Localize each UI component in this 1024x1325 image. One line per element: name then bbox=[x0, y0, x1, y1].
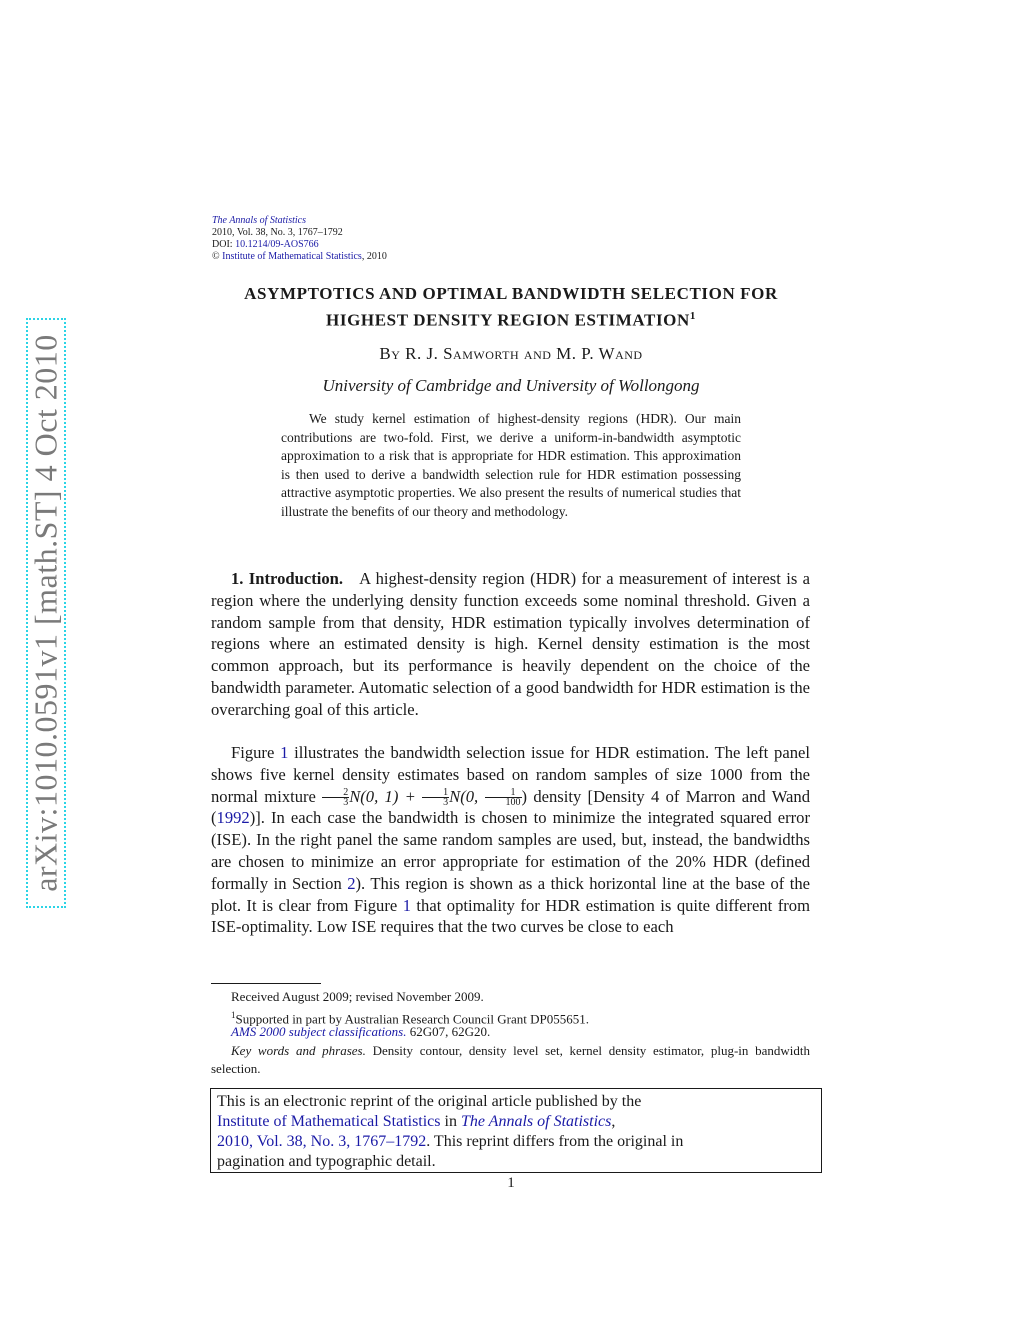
fraction-numerator: 2 bbox=[322, 788, 349, 798]
reprint-line-3 bbox=[217, 1132, 815, 1152]
fraction-denominator: 3 bbox=[443, 797, 449, 809]
para2-text-1: Figure bbox=[231, 743, 281, 762]
page-number: 1 bbox=[507, 1175, 515, 1191]
figure-ref-link-2[interactable]: 1 bbox=[402, 895, 411, 915]
fraction-denominator: 3 bbox=[343, 797, 349, 809]
citation-link[interactable]: 1992 bbox=[216, 808, 250, 828]
doi-link[interactable]: 10.1214/09-AOS766 bbox=[235, 239, 319, 250]
footnote-mark: 1 bbox=[231, 1010, 236, 1020]
section-ref-link[interactable]: 2 bbox=[347, 873, 356, 893]
reprint-citation-link[interactable]: 2010, Vol. 38, No. 3, 1767–1792 bbox=[217, 1133, 427, 1150]
para2-text-2: illustrates the bandwidth selection issue for HDR estimation. The left panel shows five kernel density estimates based on random samples of size 1000 from the normal mixture bbox=[211, 743, 810, 806]
footnote-keywords bbox=[211, 1042, 810, 1078]
reprint-line-4: pagination and typographic detail. bbox=[217, 1153, 436, 1170]
reprint-notice bbox=[210, 1088, 822, 1173]
reprint-line-1: This is an electronic reprint of the original article published by the bbox=[217, 1093, 642, 1110]
para2-text-3: ) density [Density 4 of Marron and Wand ( bbox=[211, 786, 810, 828]
para2-text-6: that optimality for HDR estimation is quite different from ISE-optimality. Low ISE requires that the two curves be close to each bbox=[211, 895, 810, 937]
footnote-rule bbox=[211, 983, 321, 984]
abstract: We study kernel estimation of highest-density regions (HDR). Our main contributions are two-fold. First, we derive a uniform-in-bandwidth asymptotic approximation to a risk that is appropriate for HDR estimation. This approximation is then used to derive a bandwidth selection rule for HDR estimation possessing attractive asymptotic properties. We also present the results of numerical studies that illustrate the benefits of our theory and methodology. bbox=[281, 411, 741, 519]
intro-paragraph-1 bbox=[211, 568, 810, 721]
section-heading: 1. Introduction. bbox=[231, 569, 344, 588]
publisher-link[interactable]: Institute of Mathematical Statistics bbox=[222, 251, 362, 262]
paper-authors: By R. J. Samworth and M. P. Wand bbox=[379, 344, 643, 363]
footnote-support-text: Supported in part by Australian Research Council Grant DP055651. bbox=[235, 1011, 589, 1027]
ams-classification-link[interactable]: AMS 2000 subject classifications. bbox=[231, 1024, 407, 1039]
reprint-publisher-link[interactable]: Institute of Mathematical Statistics bbox=[217, 1113, 441, 1130]
reprint-in: in bbox=[440, 1113, 461, 1130]
title-line-1: ASYMPTOTICS AND OPTIMAL BANDWIDTH SELECTION FOR bbox=[244, 284, 778, 303]
copyright-year: , 2010 bbox=[361, 251, 387, 262]
title-line-2-text: HIGHEST DENSITY REGION ESTIMATION bbox=[326, 310, 690, 330]
arxiv-stamp: arXiv:1010.0591v1 [math.ST] 4 Oct 2010 bbox=[27, 334, 64, 892]
title-line-2 bbox=[200, 305, 822, 332]
fraction-two-thirds bbox=[322, 788, 349, 807]
para2-math-1: N(0, 1) + bbox=[349, 786, 423, 806]
ams-codes: 62G07, 62G20. bbox=[406, 1024, 491, 1039]
intro-paragraph-1-text: A highest-density region (HDR) for a measurement of interest is a region where the underlying density function exceeds some nominal threshold. Given a random sample from that density, HDR estimation typically involves determination of regions where an estimated density is high. Kernel density estimation is the most common approach, but its performance is heavily dependent on the choice of the bandwidth parameter. Automatic selection of a good bandwidth for HDR estimation is the overarching goal of this article. bbox=[211, 569, 811, 719]
fraction-one-third bbox=[422, 788, 449, 807]
para2-text-4: )]. In each case the bandwidth is chosen to minimize the integrated squared error (ISE). In the right panel the same random samples are used, but, instead, the bandwidths are chosen to minimize an error appropriate for estimation of the 20% HDR (defined formally in Section bbox=[211, 808, 810, 893]
paper-title bbox=[200, 283, 822, 332]
reprint-comma: , bbox=[611, 1113, 616, 1130]
figure-ref-link[interactable]: 1 bbox=[280, 743, 289, 762]
reprint-line-3-text: . This reprint differs from the original in bbox=[426, 1133, 684, 1150]
reprint-journal-link[interactable]: The Annals of Statistics bbox=[460, 1113, 612, 1130]
title-footnote-mark: 1 bbox=[689, 310, 696, 322]
para2-math-2: N(0, bbox=[449, 786, 485, 806]
journal-doi bbox=[212, 239, 319, 251]
copyright-icon: © bbox=[212, 251, 220, 262]
doi-label: DOI: bbox=[212, 239, 236, 250]
journal-name-link[interactable]: The Annals of Statistics bbox=[212, 215, 306, 226]
para2-text-5: ). This region is shown as a thick horizontal line at the base of the plot. It is clear from Figure bbox=[211, 873, 810, 915]
footnote-received: Received August 2009; revised November 2009. bbox=[231, 989, 484, 1004]
fraction-denominator: 100 bbox=[505, 797, 521, 809]
journal-copyright bbox=[212, 251, 387, 263]
footnote-ams bbox=[211, 1023, 810, 1041]
fraction-one-hundredth bbox=[485, 788, 522, 807]
journal-volume: 2010, Vol. 38, No. 3, 1767–1792 bbox=[212, 227, 343, 238]
fraction-numerator: 1 bbox=[422, 788, 449, 798]
keywords-label: Key words and phrases. bbox=[231, 1043, 366, 1058]
paper-affiliation: University of Cambridge and University of Wollongong bbox=[322, 376, 700, 395]
intro-paragraph-2 bbox=[211, 742, 810, 938]
fraction-numerator: 1 bbox=[485, 788, 522, 798]
keywords-text: Density contour, density level set, kernel density estimator, plug-in bandwidth selection. bbox=[211, 1043, 811, 1076]
reprint-line-2 bbox=[217, 1112, 815, 1132]
